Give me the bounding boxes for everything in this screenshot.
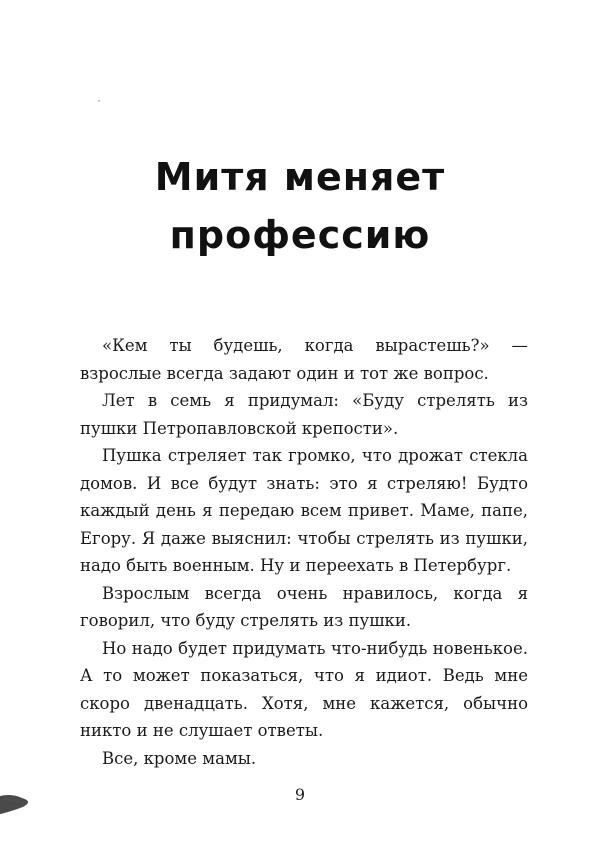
chapter-title (0, 148, 600, 264)
paragraph: «Кем ты будешь, когда вырастешь?» — взрослые всегда задают один и тот же вопрос. (80, 336, 528, 383)
paragraph: Пушка стреляет так громко, что дрожат стекла домов. И все будут знать: это я стреляю! Будто каждый день я передаю всем привет. Маме, папе, Егору. Я даже выяснил: чтобы стрелять из пушки, надо быть военным. Ну и переехать в Петербург. (80, 446, 528, 575)
paragraph: Но надо будет придумать что-нибудь новенькое. А то может показаться, что я идиот. Ведь мне скоро двенадцать. Хотя, мне кажется, обычно никто и не слушает ответы. (80, 638, 528, 740)
chapter-title-line-2: профессию (169, 213, 431, 257)
chapter-body (80, 332, 528, 772)
page-number: 9 (294, 785, 306, 804)
chapter-title-line-1: Митя меняет (154, 155, 446, 199)
paragraph: Лет в семь я придумал: «Буду стрелять из пушки Петропавловской крепости». (80, 391, 528, 438)
paragraph: Взрослым всегда очень нравилось, когда я говорил, что буду стрелять из пушки. (80, 583, 528, 630)
speck-mark (98, 100, 100, 102)
paragraph: Все, кроме мамы. (102, 748, 257, 768)
